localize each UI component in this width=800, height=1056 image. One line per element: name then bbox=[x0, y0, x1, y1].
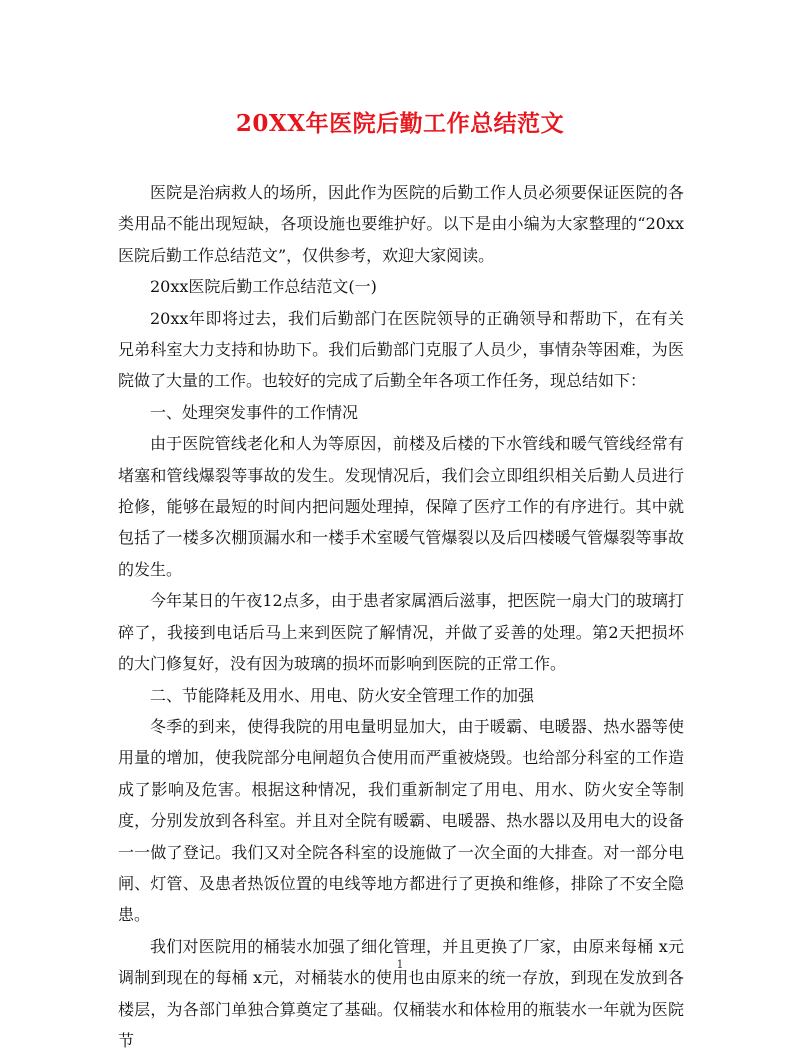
paragraph-subtitle: 20xx医院后勤工作总结范文(一) bbox=[150, 277, 377, 297]
paragraph-incident: 今年某日的午夜12点多，由于患者家属酒后滋事，把医院一扇大门的玻璃打碎了，我接到电话后马上来到医院了解情况，并做了妥善的处理。第2天把损坏的大门修复好，没有因为玻璃的损坏而影响到医院的正常工作。 bbox=[118, 591, 684, 674]
paragraph-emergency: 由于医院管线老化和人为等原因，前楼及后楼的下水管线和暖气管线经常有堵塞和管线爆裂等事故的发生。发现情况后，我们会立即组织相关后勤人员进行抢修，能够在最短的时间内把问题处理掉，保障了医疗工作的有序进行。其中就包括了一楼多次棚顶漏水和一楼手术室暖气管爆裂以及后四楼暖气管爆裂等事故的发生。 bbox=[118, 434, 684, 579]
paragraph-opening: 20xx年即将过去，我们后勤部门在医院领导的正确领导和帮助下，在有关兄弟科室大力支持和协助下。我们后勤部门克服了人员少，事情杂等困难，为医院做了大量的工作。也较好的完成了后勤全年各项工作任务，现总结如下： bbox=[118, 308, 684, 391]
page-number: 1 bbox=[396, 958, 404, 971]
section-heading-2: 二、节能降耗及用水、用电、防火安全管理工作的加强 bbox=[150, 685, 535, 705]
paragraph-energy: 冬季的到来，使得我院的用电量明显加大，由于暖霸、电暖器、热水器等使用量的增加，使我院部分电闸超负合使用而严重被烧毁。也给部分科室的工作造成了影响及危害。根据这种情况，我们重新制定了用电、用水、防火安全等制度，分别发放到各科室。并且对全院有暖霸、电暖器、热水器以及用电大的设备一一做了登记。我们又对全院各科室的设施做了一次全面的大排查。对一部分电闸、灯管、及患者热饭位置的电线等地方都进行了更换和维修，排除了不安全隐患。 bbox=[118, 716, 684, 925]
paragraph-intro: 医院是治病救人的场所，因此作为医院的后勤工作人员必须要保证医院的各类用品不能出现短缺，各项设施也要维护好。以下是由小编为大家整理的“20xx医院后勤工作总结范文”，仅供参考，欢迎大家阅读。 bbox=[118, 183, 684, 265]
section-heading-1: 一、处理突发事件的工作情况 bbox=[150, 402, 359, 422]
paragraph-water: 我们对医院用的桶装水加强了细化管理，并且更换了厂家，由原来每桶 x元调制到现在的每桶 x元，对桶装水的使用也由原来的统一存放，到现在发放到各楼层，为各部门单独合算奠定了基础。仅桶装水和体检用的瓶装水一年就为医院节 bbox=[118, 936, 684, 1050]
document-title: 20XX年医院后勤工作总结范文 bbox=[235, 110, 565, 137]
document-body bbox=[118, 177, 684, 1056]
